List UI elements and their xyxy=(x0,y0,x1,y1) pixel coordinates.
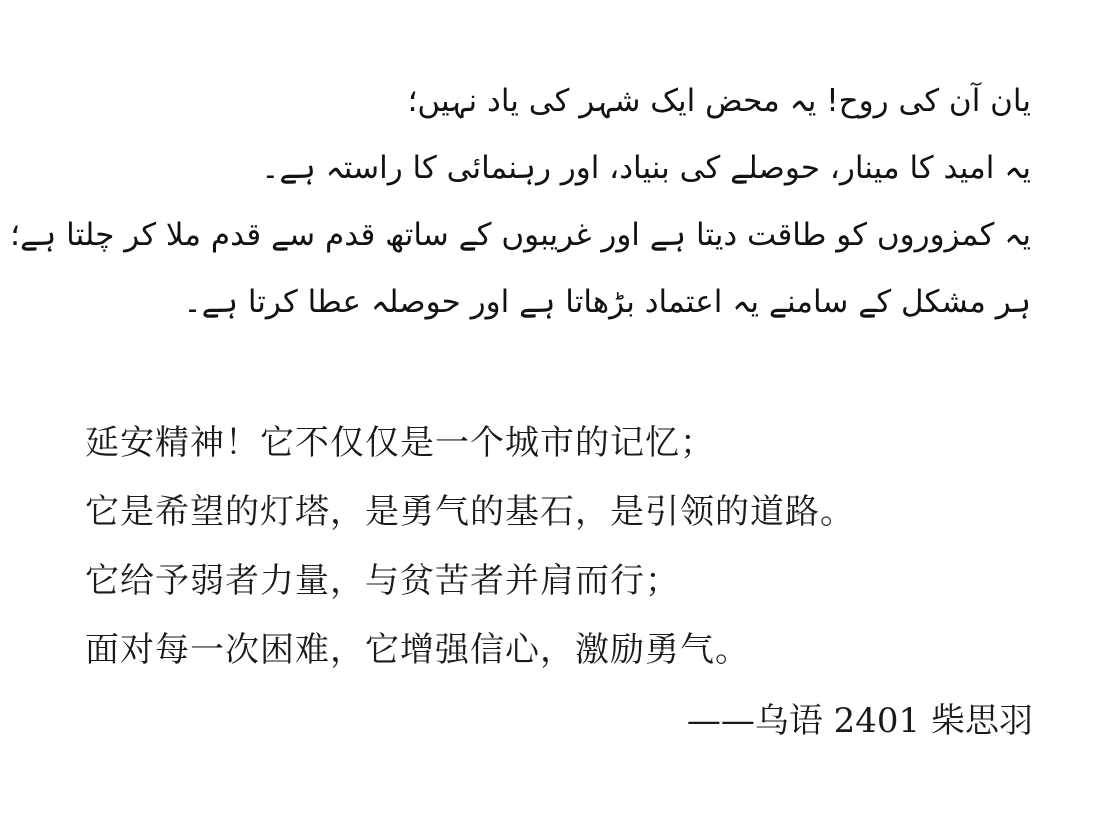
urdu-poem-line-4: ہر مشکل کے سامنے یہ اعتماد بڑھاتا ہے اور حوصلہ عطا کرتا ہے۔ xyxy=(183,284,1031,320)
chinese-poem-line-2: 它是希望的灯塔，是勇气的基石，是引领的道路。 xyxy=(85,492,855,532)
attribution-line: ——乌语 2401 柴思羽 xyxy=(686,701,1033,741)
chinese-poem-block xyxy=(85,409,1031,685)
chinese-poem-line-3: 它给予弱者力量，与贫苦者并肩而行； xyxy=(85,561,680,601)
urdu-poem-block xyxy=(10,68,1031,336)
chinese-poem-line-4: 面对每一次困难，它增强信心，激励勇气。 xyxy=(85,630,750,670)
urdu-poem-line-3: یہ کمزوروں کو طاقت دیتا ہے اور غریبوں کے ساتھ قدم سے قدم ملا کر چلتا ہے؛ xyxy=(10,217,1031,253)
chinese-poem-line-1: 延安精神！它不仅仅是一个城市的记忆； xyxy=(85,423,715,463)
urdu-poem-line-2: یہ امید کا مینار، حوصلے کی بنیاد، اور رہنمائی کا راستہ ہے۔ xyxy=(261,150,1031,186)
urdu-poem-line-1: یان آن کی روح! یہ محض ایک شہر کی یاد نہیں؛ xyxy=(407,83,1031,119)
